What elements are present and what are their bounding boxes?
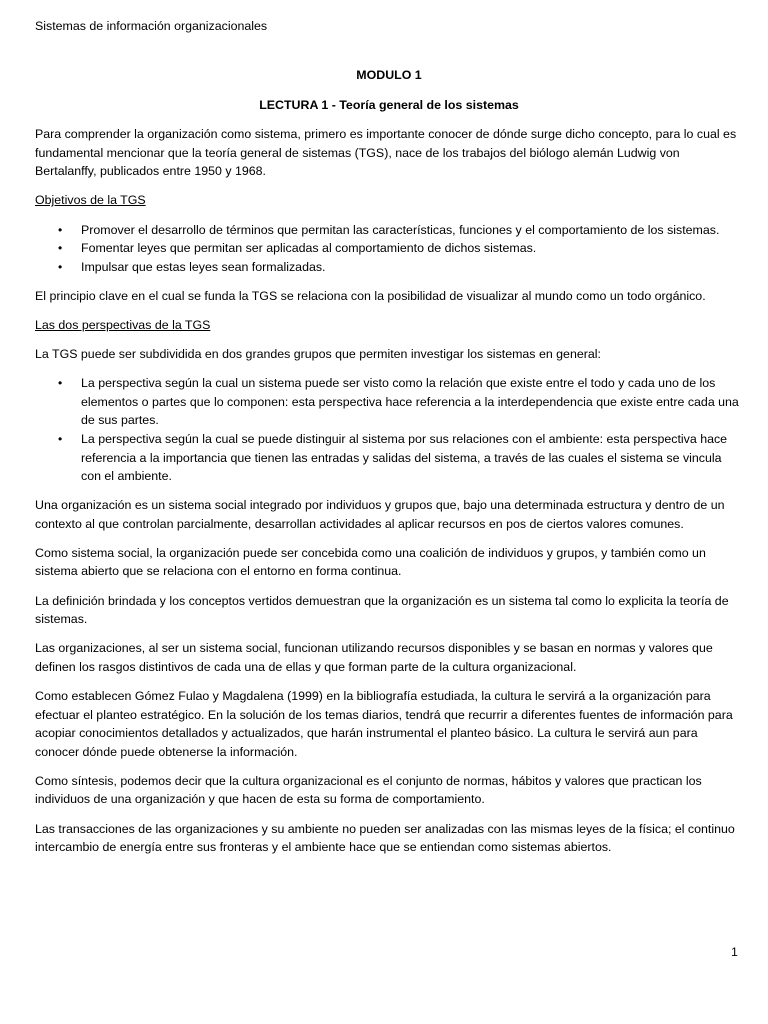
bullet-icon: • [58, 376, 63, 391]
list-item-text: La perspectiva según la cual un sistema puede ser visto como la relación que existe entre el todo y cada uno de los elementos o partes que lo componen: esta perspectiva hace referencia a la interdependencia que existe entre cada una de sus partes. [81, 376, 739, 428]
bullet-icon: • [58, 241, 63, 256]
list-item-text: Impulsar que estas leyes sean formalizadas. [81, 259, 326, 274]
bullet-icon: • [58, 259, 63, 274]
body-paragraph: Las transacciones de las organizaciones y su ambiente no pueden ser analizadas con las mismas leyes de la física; el continuo intercambio de energía entre sus fronteras y el ambiente hace que se entiendan como sistemas abiertos. [35, 821, 735, 855]
list-item-text: Fomentar leyes que permitan ser aplicadas al comportamiento de dichos sistemas. [81, 241, 537, 256]
intro-paragraph: Para comprender la organización como sistema, primero es importante conocer de dónde surge dicho concepto, para lo cual es fundamental mencionar que la teoría general de sistemas (TGS), nace de los trabajos del biólogo alemán Ludwig von Bertalanffy, publicados entre 1950 y 1968. [35, 127, 737, 179]
perspectives-list [35, 374, 743, 486]
perspectives-intro: La TGS puede ser subdividida en dos grandes grupos que permiten investigar los sistemas en general: [35, 347, 601, 362]
body-paragraph: Como síntesis, podemos decir que la cultura organizacional es el conjunto de normas, hábitos y valores que practican los individuos de una organización y que hacen de esta su forma de comportamiento. [35, 773, 702, 807]
list-item-text: Promover el desarrollo de términos que permitan las características, funciones y el comportamiento de los sistemas. [81, 222, 720, 237]
list-item [58, 239, 743, 258]
list-item [58, 258, 743, 277]
list-item [58, 374, 743, 430]
body-paragraph: Como sistema social, la organización puede ser concebida como una coalición de individuos y grupos, y también como un sistema abierto que se relaciona con el entorno en forma continua. [35, 545, 706, 579]
body-paragraph: Una organización es un sistema social integrado por individuos y grupos que, bajo una determinada estructura y dentro de un contexto al que controlan parcialmente, desarrollan actividades al aplicar recursos en pos de ciertos valores comunes. [35, 498, 725, 531]
body-paragraph: La definición brindada y los conceptos vertidos demuestran que la organización es un sistema tal como lo explicita la teoría de sistemas. [35, 593, 729, 627]
perspectives-heading: Las dos perspectivas de la TGS [35, 317, 211, 332]
bullet-icon: • [58, 431, 63, 446]
list-item [58, 221, 743, 240]
page-number: 1 [731, 945, 738, 959]
body-paragraph: Las organizaciones, al ser un sistema social, funcionan utilizando recursos disponibles y se basan en normas y valores que definen los rasgos distintivos de cada una de ellas y que forman parte de la cultura organizacional. [35, 641, 713, 674]
objectives-heading: Objetivos de la TGS [35, 193, 146, 208]
lecture-title: LECTURA 1 - Teoría general de los sistemas [259, 97, 519, 112]
list-item-text: La perspectiva según la cual se puede distinguir al sistema por sus relaciones con el ambiente: esta perspectiva hace referencia a la importancia que tienen las entradas y salidas del sistema, a través de las cuales el sistema se vincula con el ambiente. [81, 431, 728, 484]
principle-paragraph: El principio clave en el cual se funda la TGS se relaciona con la posibilidad de visualizar al mundo como un todo orgánico. [35, 288, 706, 303]
running-header: Sistemas de información organizacionales [35, 19, 268, 33]
bullet-icon: • [58, 222, 63, 237]
list-item [58, 430, 743, 486]
module-title: MODULO 1 [356, 68, 422, 82]
objectives-list [35, 221, 743, 277]
body-paragraph: Como establecen Gómez Fulao y Magdalena (1999) en la bibliografía estudiada, la cultura le servirá a la organización para efectuar el planteo estratégico. En la solución de los temas diarios, tendrá que recurrir a diferentes fuentes de información para acopiar conocimientos detallados y actualizados, que harán instrumental el planteo básico. La cultura le servirá aun para conocer dónde puede obtenerse la información. [35, 688, 733, 759]
document-body [35, 66, 743, 867]
